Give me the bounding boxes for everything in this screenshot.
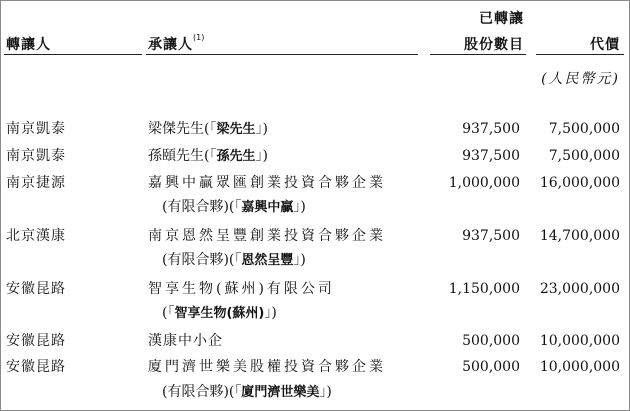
footnote-marker: (1) xyxy=(193,33,205,42)
row-7-consideration: 10,000,000 xyxy=(539,359,620,375)
row-4-consideration: 14,700,000 xyxy=(539,228,620,244)
row-3-transferor: 南京捷源 xyxy=(6,175,66,191)
row-7-transferee-line1: 廈門濟世樂美股權投資合夥企業 xyxy=(148,359,386,375)
row-1-transferee: 梁傑先生(「梁先生」) xyxy=(148,121,268,137)
row-4-shares: 937,500 xyxy=(462,228,520,244)
row-4-transferor: 北京漢康 xyxy=(6,228,66,244)
header-transferor: 轉讓人 xyxy=(6,37,51,53)
row-7-shares: 500,000 xyxy=(462,359,520,375)
row-1-consideration: 7,500,000 xyxy=(548,121,620,137)
header-rule-shares xyxy=(430,54,526,55)
row-5-transferee-line2: (「智享生物(蘇州)」) xyxy=(162,305,277,321)
header-rule-transferor xyxy=(4,54,142,55)
row-5-transferor: 安徽昆路 xyxy=(6,281,66,297)
row-3-transferee-line2: (有限合夥)(「嘉興中贏」) xyxy=(162,199,306,215)
row-3-shares: 1,000,000 xyxy=(448,175,520,191)
row-3-consideration: 16,000,000 xyxy=(539,175,620,191)
currency-unit: (人民幣元) xyxy=(541,71,620,87)
row-5-shares: 1,150,000 xyxy=(448,281,520,297)
row-6-shares: 500,000 xyxy=(462,333,520,349)
row-6-transferee: 漢康中小企 xyxy=(148,333,223,349)
header-rule-transferee xyxy=(146,54,418,55)
row-2-shares: 937,500 xyxy=(462,148,520,164)
header-shares-line1: 已轉讓 xyxy=(479,11,524,27)
header-transferee: 承讓人$^{(1)}$ xyxy=(148,33,205,53)
row-6-transferor: 安徽昆路 xyxy=(6,333,66,349)
row-6-consideration: 10,000,000 xyxy=(539,333,620,349)
row-2-transferee: 孫頤先生(「孫先生」) xyxy=(148,148,268,164)
row-3-transferee-line1: 嘉興中贏眾匯創業投資合夥企業 xyxy=(148,175,386,191)
row-2-consideration: 7,500,000 xyxy=(548,148,620,164)
row-1-shares: 937,500 xyxy=(462,121,520,137)
row-4-transferee-line2: (有限合夥)(「恩然呈豐」) xyxy=(162,252,306,268)
header-shares-line2: 股份數目 xyxy=(464,37,524,53)
row-2-transferor: 南京凱泰 xyxy=(6,148,66,164)
row-5-transferee-line1: 智享生物(蘇州)有限公司 xyxy=(148,281,335,297)
header-consideration: 代價 xyxy=(590,37,620,53)
header-rule-consideration xyxy=(536,54,624,55)
row-1-transferor: 南京凱泰 xyxy=(6,121,66,137)
row-5-consideration: 23,000,000 xyxy=(539,281,620,297)
row-7-transferee-line2: (有限合夥)(「廈門濟世樂美」) xyxy=(162,384,332,400)
row-7-transferor: 安徽昆路 xyxy=(6,359,66,375)
row-4-transferee-line1: 南京恩然呈豐創業投資合夥企業 xyxy=(148,228,386,244)
